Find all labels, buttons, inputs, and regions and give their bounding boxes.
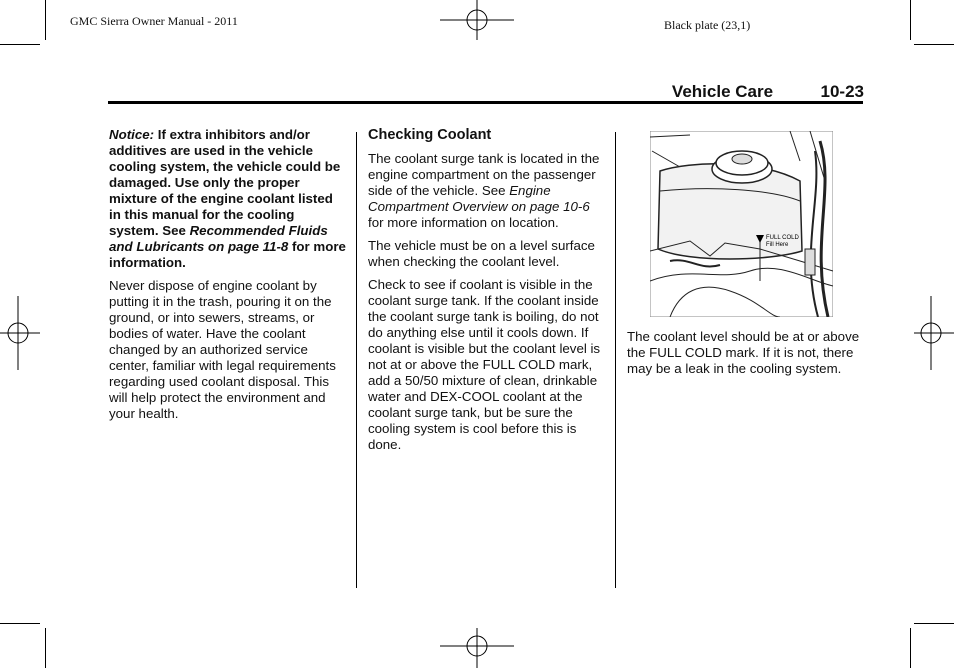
- crop-mark: [45, 0, 46, 40]
- registration-mark-icon: [440, 628, 514, 668]
- location-text: The coolant surge tank is located in the engine compartment on the passenger side of the vehicle. See: [368, 151, 600, 198]
- section-header: [672, 82, 864, 102]
- notice-paragraph: [109, 127, 347, 271]
- crop-mark: [910, 0, 911, 40]
- registration-mark-icon: [0, 296, 40, 370]
- crop-mark: [914, 623, 954, 624]
- checking-coolant-heading: Checking Coolant: [368, 127, 492, 143]
- crop-mark: [914, 44, 954, 45]
- section-title: Vehicle Care: [671, 82, 774, 101]
- location-text-end: for more information on location.: [368, 215, 559, 230]
- header-rule: [108, 101, 863, 104]
- plate-label: Black plate (23,1): [664, 18, 751, 32]
- registration-mark-icon: [440, 0, 514, 40]
- column-3: [627, 329, 863, 384]
- column-2: [368, 127, 608, 460]
- crop-mark: [45, 628, 46, 668]
- notice-label: Notice:: [109, 127, 155, 142]
- disposal-paragraph: Never dispose of engine coolant by putting it in the trash, pouring it on the ground, or into sewers, streams, or bodies of water. Have the coolant changed by an authorized service center, familiar with legal requirements regarding used coolant disposal. This will help protect the environment and your health.: [109, 278, 336, 421]
- crop-mark: [0, 44, 40, 45]
- notice-link[interactable]: Recommended Fluids and Lubricants on page 11-8: [109, 223, 328, 254]
- registration-mark-icon: [914, 296, 954, 370]
- notice-text-end: for more information.: [109, 239, 346, 270]
- column-divider: [615, 132, 616, 588]
- crop-mark: [0, 623, 40, 624]
- page-number: 10-23: [820, 82, 864, 101]
- full-cold-label: FULL COLD: [766, 235, 799, 241]
- check-coolant-paragraph: Check to see if coolant is visible in the coolant surge tank. If the coolant inside the coolant surge tank is boiling, do not do anything else until it cools down. If coolant is visible but the coolant level is not at or above the FULL COLD mark, add a 50/50 mixture of clean, drinkable water and DEX-COOL coolant at the coolant surge tank, but be sure the cooling system is cool before this is done.: [368, 277, 601, 452]
- level-surface-paragraph: The vehicle must be on a level surface when checking the coolant level.: [368, 238, 595, 269]
- fill-here-label: Fill Here: [766, 242, 789, 248]
- engine-overview-link[interactable]: Engine Compartment Overview on page 10-6: [368, 183, 590, 214]
- column-divider: [356, 132, 357, 588]
- figure-caption: The coolant level should be at or above the FULL COLD mark. If it is not, there may be a leak in the cooling system.: [627, 329, 860, 376]
- crop-mark: [910, 628, 911, 668]
- location-paragraph: [368, 151, 608, 231]
- manual-title: GMC Sierra Owner Manual - 2011: [70, 14, 238, 28]
- coolant-surge-tank-illustration: [650, 131, 833, 317]
- column-1: [109, 127, 347, 429]
- notice-text: If extra inhibitors and/or additives are used in the vehicle cooling system, the vehicle could be damaged. Use only the proper mixture of the engine coolant listed in this manual for the cooling system. See: [109, 127, 341, 238]
